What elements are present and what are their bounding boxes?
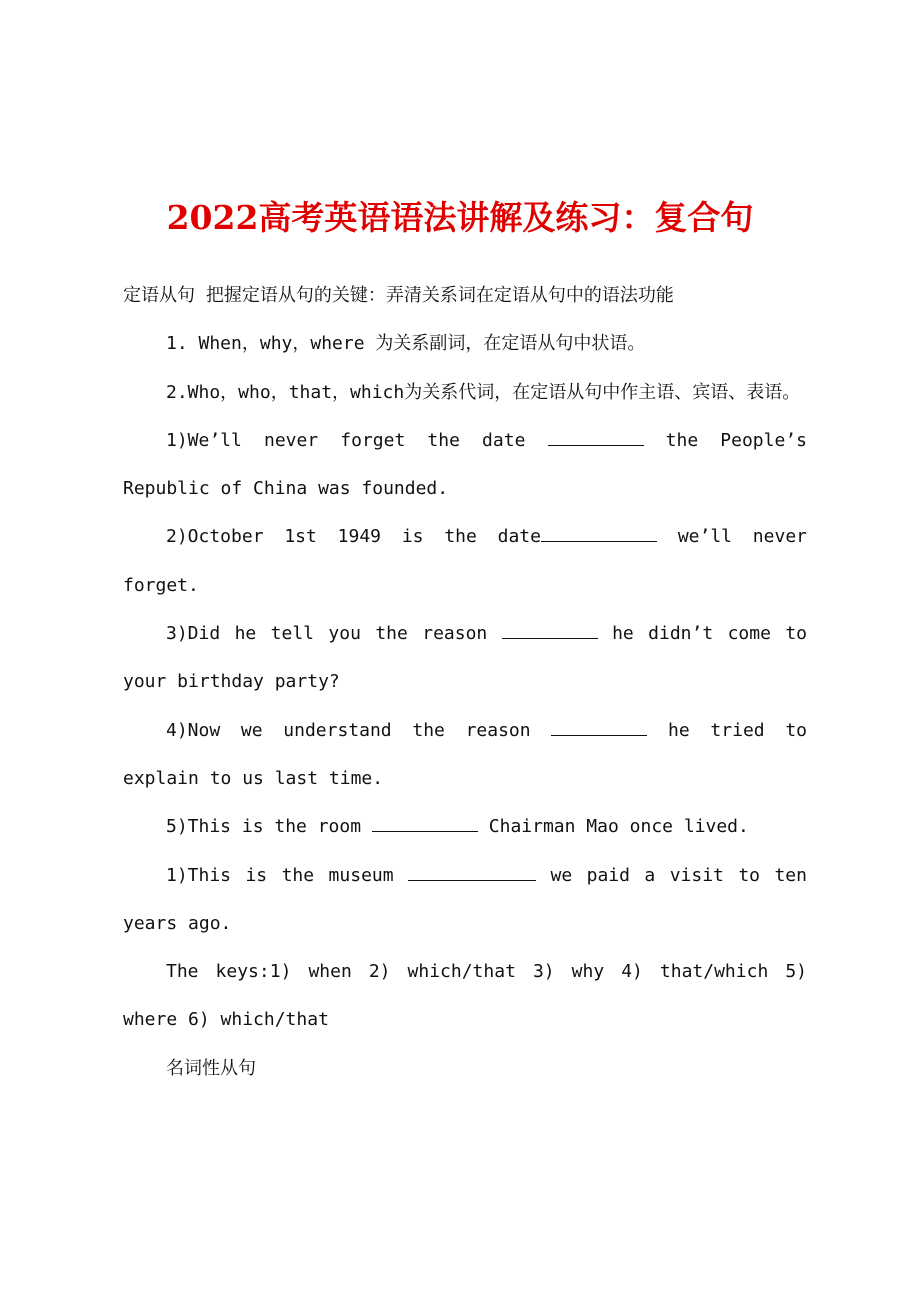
question-3-text-before: 3)Did he tell you the reason: [166, 623, 488, 645]
rule-2-paragraph: 2.Who，who，that，which为关系代词，在定语从句中作主语、宾语、表语。: [166, 381, 801, 403]
document-body: [123, 272, 807, 1093]
rule-1-paragraph: 1. When，why，where 为关系副词，在定语从句中状语。: [166, 333, 646, 355]
question-3: [123, 610, 807, 707]
question-6-blank: [408, 866, 536, 881]
answer-keys: The keys:1) when 2) which/that 3) why 4) that/which 5) where 6) which/that: [123, 961, 807, 1031]
question-3-blank: [502, 624, 598, 639]
question-1-blank: [548, 431, 644, 446]
question-6-text-before: 1)This is the museum: [166, 864, 394, 886]
question-5: [123, 803, 807, 851]
question-2: [123, 513, 807, 610]
question-2-blank: [541, 527, 657, 542]
section-heading-noun-clauses: 名词性从句: [166, 1057, 256, 1079]
question-3-text-after: he didn’t come to your birthday party?: [123, 623, 807, 693]
question-5-text-before: 5)This is the room: [166, 816, 362, 838]
question-1-text-after: the People’s Republic of China was founded.: [123, 429, 807, 500]
question-4-text-before: 4)Now we understand the reason: [166, 719, 531, 741]
page-title: 2022高考英语语法讲解及练习：复合句: [166, 198, 754, 237]
intro-paragraph: 定语从句 把握定语从句的关键：弄清关系词在定语从句中的语法功能: [123, 285, 674, 306]
question-4: [123, 707, 807, 804]
question-1-text-before: 1)We’ll never forget the date: [166, 429, 526, 451]
question-6-text-after: we paid a visit to ten years ago.: [123, 864, 807, 934]
question-2-text-after: we’ll never forget.: [123, 526, 807, 596]
question-4-text-after: he tried to explain to us last time.: [123, 719, 807, 789]
question-1: [123, 417, 807, 514]
question-4-blank: [551, 721, 647, 736]
question-5-text-after: Chairman Mao once lived.: [488, 816, 749, 838]
question-6: [123, 852, 807, 949]
question-2-text-before: 2)October 1st 1949 is the date: [166, 526, 541, 548]
question-5-blank: [372, 817, 478, 832]
